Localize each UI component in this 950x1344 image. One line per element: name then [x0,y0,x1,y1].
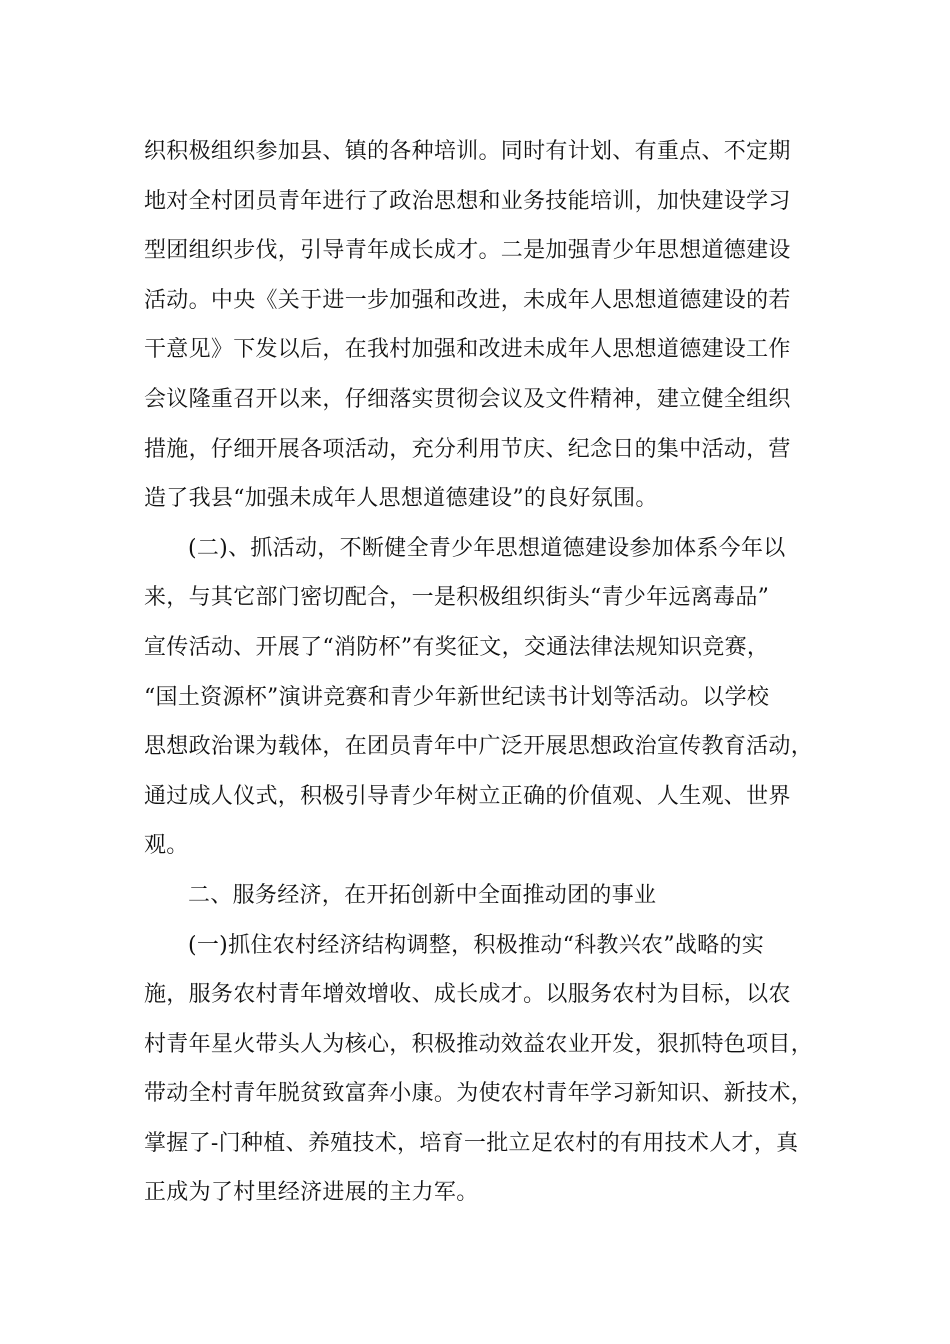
paragraph-start-line: (二)、抓活动，不断健全青少年思想道德建设参加体系今年以 [188,535,786,561]
text-line: 观。 [144,833,189,859]
document-body [144,127,824,1218]
text-line: 造了我县“加强未成年人思想道德建设”的良好氛围。 [144,486,658,512]
text-line: 型团组织步伐，引导青年成长成才。二是加强青少年思想道德建设 [144,238,791,264]
paragraph-start-line: (一)抓住农村经济结构调整，积极推动“科教兴农”战略的实 [188,932,765,958]
text-line: 干意见》下发以后，在我村加强和改进未成年人思想道德建设工作 [144,337,791,363]
text-line: 地对全村团员青年进行了政治思想和业务技能培训，加快建设学习 [144,188,791,214]
text-line: 施，服务农村青年增效增收、成长成才。以服务农村为目标，以农 [144,982,791,1008]
text-line: 掌握了-门种植、养殖技术，培育一批立足农村的有用技术人才，真 [144,1130,799,1156]
text-line: 会议隆重召开以来，仔细落实贯彻会议及文件精神，建立健全组织 [144,386,791,412]
text-line: 正成为了村里经济进展的主力军。 [144,1180,479,1206]
text-line: 通过成人仪式，积极引导青少年树立正确的价值观、人生观、世界 [144,783,791,809]
text-line: 活动。中央《关于进一步加强和改进，未成年人思想道德建设的若 [144,287,791,313]
text-line: 带动全村青年脱贫致富奔小康。为使农村青年学习新知识、新技术， [144,1081,814,1107]
text-line: 织积极组织参加县、镇的各种培训。同时有计划、有重点、不定期 [144,139,791,164]
text-line: “国土资源杯”演讲竞赛和青少年新世纪读书计划等活动。以学校 [144,684,770,710]
text-line: 来，与其它部门密切配合，一是积极组织街头“青少年远离毒品” [144,585,770,611]
text-line: 村青年星火带头人为核心，积极推动效益农业开发，狠抓特色项目， [144,1031,814,1057]
section-heading: 二、服务经济，在开拓创新中全面推动团的事业 [188,882,657,908]
text-line: 宣传活动、开展了“消防杯”有奖征文，交通法律法规知识竞赛， [144,634,770,660]
text-line: 思想政治课为载体，在团员青年中广泛开展思想政治宣传教育活动， [144,734,814,760]
text-line: 措施，仔细开展各项活动，充分利用节庆、纪念日的集中活动，营 [144,436,791,462]
